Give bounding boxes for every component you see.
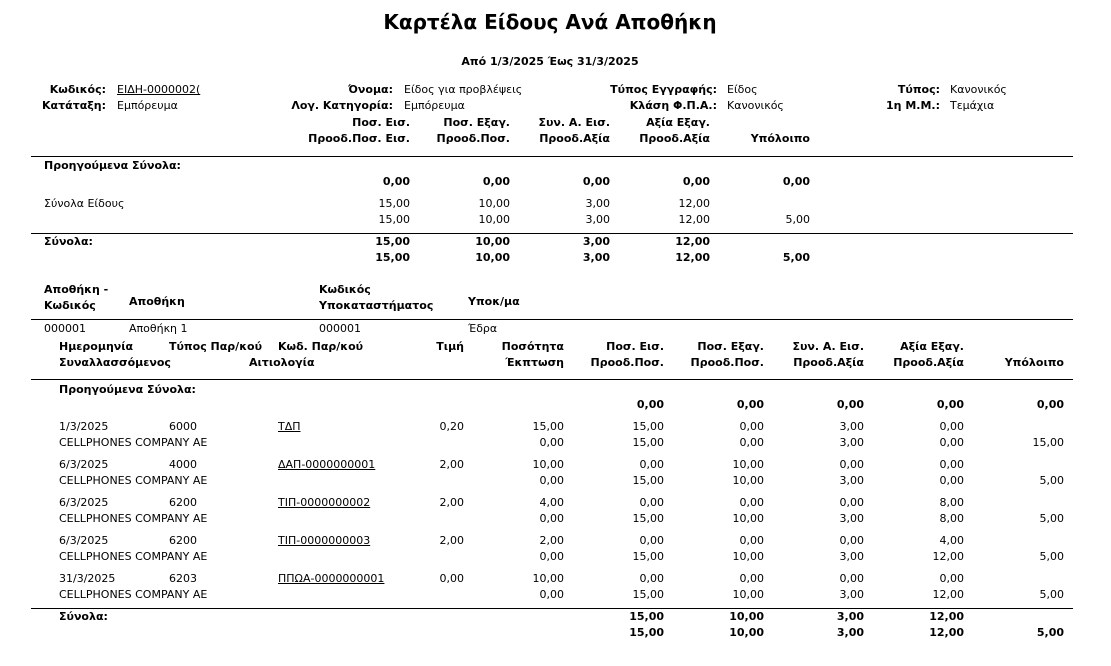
detail-cell: 10,00 (732, 512, 764, 525)
detail-cell: 10,00 (732, 474, 764, 487)
tx-doc-type: 6000 (169, 420, 197, 433)
prev-totals-label: Προηγούμενα Σύνολα: (44, 159, 181, 172)
tx-discount: 0,00 (539, 512, 564, 525)
tx-doc-link[interactable]: ΤΙΠ-0000000002 (278, 496, 371, 509)
wh-name: Αποθήκη 1 (129, 322, 188, 335)
sum-col1-subheader: Προοδ.Ποσ. Εισ. (308, 132, 410, 145)
summary-cell: 15,00 (375, 251, 410, 264)
item-type-label: Τύπος: (897, 83, 940, 96)
tx-partner: CELLPHONES COMPANY AE (59, 550, 208, 563)
summary-cell: 12,00 (678, 213, 710, 226)
det-col5-header: Υπόλοιπο (1004, 356, 1064, 369)
detail-cell: 0,00 (939, 474, 964, 487)
tx-discount: 0,00 (539, 550, 564, 563)
totals-label: Σύνολα: (44, 235, 93, 248)
tx-doc-type: 6203 (169, 572, 197, 585)
detail-cell: 0,00 (636, 398, 664, 411)
tx-discount: 0,00 (539, 436, 564, 449)
summary-cell: 15,00 (375, 235, 410, 248)
item-acc-value: Εμπόρευμα (404, 99, 465, 112)
summary-cell: 10,00 (478, 197, 510, 210)
detail-cell: 3,00 (839, 550, 864, 563)
detail-cell: 3,00 (839, 436, 864, 449)
tx-discount: 0,00 (539, 588, 564, 601)
detail-cell: 0,00 (739, 420, 764, 433)
detail-cell: 3,00 (839, 512, 864, 525)
detail-cell: 15,00 (629, 626, 664, 639)
summary-cell: 0,00 (482, 175, 510, 188)
tx-price: 2,00 (439, 458, 464, 471)
summary-cell: 5,00 (782, 251, 810, 264)
detail-cell: 8,00 (939, 496, 964, 509)
report-title: Καρτέλα Είδους Ανά Αποθήκη (383, 10, 717, 34)
detail-cell: 10,00 (729, 610, 764, 623)
tx-price: 2,00 (439, 534, 464, 547)
branch-code: 000001 (319, 322, 361, 335)
item-class-value: Εμπόρευμα (117, 99, 178, 112)
det-col1-subheader: Προοδ.Ποσ. (590, 356, 664, 369)
tx-partner: CELLPHONES COMPANY AE (59, 588, 208, 601)
item-vat-label: Κλάση Φ.Π.Α.: (629, 99, 717, 112)
tx-date: 31/3/2025 (59, 572, 116, 585)
tx-price: 0,20 (439, 420, 464, 433)
detail-cell: 0,00 (939, 436, 964, 449)
branch-code-subheader: Υποκαταστήματος (319, 299, 434, 312)
summary-cell: 15,00 (378, 197, 410, 210)
sum-col1-header: Ποσ. Εισ. (352, 116, 410, 129)
detail-cell: 0,00 (939, 420, 964, 433)
tx-quantity: 4,00 (539, 496, 564, 509)
tx-quantity: 15,00 (532, 420, 564, 433)
summary-cell: 12,00 (675, 235, 710, 248)
detail-cell: 0,00 (839, 458, 864, 471)
item-vat-value: Κανονικός (727, 99, 784, 112)
detail-cell: 5,00 (1039, 474, 1064, 487)
doc-type-header: Τύπος Παρ/κού (169, 340, 262, 353)
det-col4-header: Αξία Εξαγ. (900, 340, 964, 353)
report-period: Από 1/3/2025 Έως 31/3/2025 (461, 55, 639, 68)
summary-cell: 12,00 (678, 197, 710, 210)
tx-doc-link[interactable]: ΤΔΠ (278, 420, 301, 433)
detail-cell: 15,00 (632, 588, 664, 601)
item-totals-label: Σύνολα Είδους (44, 197, 125, 210)
summary-cell: 0,00 (582, 175, 610, 188)
detail-cell: 0,00 (639, 496, 664, 509)
detail-cell: 4,00 (939, 534, 964, 547)
reason-header: Αιτιολογία (249, 356, 315, 369)
item-mm-value: Τεμάχια (950, 99, 995, 112)
tx-price: 0,00 (439, 572, 464, 585)
sum-col5-header: Υπόλοιπο (750, 132, 810, 145)
discount-header: Ποσότητα (501, 340, 564, 353)
tx-quantity: 10,00 (532, 572, 564, 585)
detail-cell: 12,00 (932, 550, 964, 563)
detail-cell: 3,00 (839, 420, 864, 433)
detail-cell: 5,00 (1036, 626, 1064, 639)
detail-cell: 0,00 (736, 398, 764, 411)
doc-code-header: Κωδ. Παρ/κού (278, 340, 364, 353)
branch-name-header: Υποκ/μα (468, 295, 520, 308)
divider (31, 608, 1073, 609)
tx-partner: CELLPHONES COMPANY AE (59, 436, 208, 449)
item-name-label: Όνομα: (348, 83, 393, 96)
summary-cell: 3,00 (585, 197, 610, 210)
detail-cell: 3,00 (836, 610, 864, 623)
tx-date: 1/3/2025 (59, 420, 109, 433)
divider (31, 156, 1073, 157)
det-col3-subheader: Προοδ.Αξία (793, 356, 864, 369)
price-header: Τιμή (436, 340, 464, 353)
discount-subheader: Έκπτωση (505, 356, 564, 369)
summary-cell: 15,00 (378, 213, 410, 226)
item-mm-label: 1η Μ.Μ.: (886, 99, 940, 112)
summary-cell: 0,00 (682, 175, 710, 188)
tx-date: 6/3/2025 (59, 496, 109, 509)
detail-cell: 0,00 (836, 398, 864, 411)
wh-code-subheader: Κωδικός (44, 299, 96, 312)
sum-col3-subheader: Προοδ.Αξία (539, 132, 610, 145)
wh-name-header: Αποθήκη (129, 295, 185, 308)
detail-cell: 3,00 (836, 626, 864, 639)
detail-cell: 15,00 (632, 550, 664, 563)
item-class-label: Κατάταξη: (42, 99, 106, 112)
tx-quantity: 2,00 (539, 534, 564, 547)
tx-doc-link[interactable]: ΤΙΠ-0000000003 (278, 534, 371, 547)
detail-totals-label: Σύνολα: (59, 610, 108, 623)
detail-cell: 3,00 (839, 588, 864, 601)
summary-cell: 10,00 (475, 251, 510, 264)
summary-cell: 3,00 (582, 235, 610, 248)
summary-cell: 12,00 (675, 251, 710, 264)
divider (31, 319, 1073, 320)
branch-code-header: Κωδικός (319, 283, 371, 296)
detail-cell: 0,00 (639, 458, 664, 471)
date-header: Ημερομηνία (59, 340, 134, 353)
tx-doc-link[interactable]: ΔΑΠ-0000000001 (278, 458, 376, 471)
detail-cell: 0,00 (939, 572, 964, 585)
detail-cell: 5,00 (1039, 588, 1064, 601)
detail-cell: 15,00 (632, 512, 664, 525)
detail-cell: 8,00 (939, 512, 964, 525)
det-col1-header: Ποσ. Εισ. (606, 340, 664, 353)
summary-cell: 3,00 (585, 213, 610, 226)
summary-cell: 0,00 (782, 175, 810, 188)
detail-cell: 0,00 (939, 458, 964, 471)
sum-col3-header: Συν. Α. Εισ. (538, 116, 610, 129)
detail-cell: 10,00 (732, 458, 764, 471)
summary-cell: 5,00 (785, 213, 810, 226)
partner-header: Συναλλασσόμενος (59, 356, 171, 369)
tx-price: 2,00 (439, 496, 464, 509)
detail-cell: 15,00 (632, 420, 664, 433)
detail-cell: 15,00 (1032, 436, 1064, 449)
detail-cell: 0,00 (639, 572, 664, 585)
detail-cell: 15,00 (632, 474, 664, 487)
sum-col2-subheader: Προοδ.Ποσ. (436, 132, 510, 145)
tx-doc-type: 4000 (169, 458, 197, 471)
item-acc-label: Λογ. Κατηγορία: (291, 99, 393, 112)
detail-cell: 0,00 (739, 496, 764, 509)
detail-cell: 0,00 (839, 496, 864, 509)
tx-doc-link[interactable]: ΠΠΩΑ-0000000001 (278, 572, 385, 585)
tx-doc-type: 6200 (169, 496, 197, 509)
detail-cell: 0,00 (739, 572, 764, 585)
detail-prev-label: Προηγούμενα Σύνολα: (59, 383, 196, 396)
detail-cell: 0,00 (639, 534, 664, 547)
item-type-value: Κανονικός (950, 83, 1007, 96)
detail-cell: 15,00 (629, 610, 664, 623)
det-col2-header: Ποσ. Εξαγ. (697, 340, 764, 353)
detail-cell: 15,00 (632, 436, 664, 449)
detail-cell: 0,00 (739, 436, 764, 449)
detail-cell: 12,00 (929, 626, 964, 639)
detail-cell: 5,00 (1039, 550, 1064, 563)
item-name-value: Είδος για προβλέψεις (404, 83, 523, 96)
summary-cell: 10,00 (478, 213, 510, 226)
item-code-link[interactable]: ΕΙΔΗ-0000002( (117, 83, 201, 96)
wh-code-header: Αποθήκη - (44, 283, 109, 296)
summary-cell: 0,00 (382, 175, 410, 188)
summary-cell: 10,00 (475, 235, 510, 248)
detail-cell: 0,00 (1036, 398, 1064, 411)
item-code-label: Κωδικός: (49, 83, 106, 96)
detail-cell: 0,00 (839, 534, 864, 547)
tx-date: 6/3/2025 (59, 458, 109, 471)
branch-name: Έδρα (468, 322, 498, 335)
detail-cell: 0,00 (936, 398, 964, 411)
summary-cell: 3,00 (582, 251, 610, 264)
sum-col2-header: Ποσ. Εξαγ. (443, 116, 510, 129)
divider (31, 233, 1073, 234)
detail-cell: 10,00 (729, 626, 764, 639)
item-rectype-label: Τύπος Εγγραφής: (610, 83, 717, 96)
sum-col4-header: Αξία Εξαγ. (646, 116, 710, 129)
det-col2-subheader: Προοδ.Ποσ. (690, 356, 764, 369)
detail-cell: 5,00 (1039, 512, 1064, 525)
detail-cell: 3,00 (839, 474, 864, 487)
item-rectype-value: Είδος (727, 83, 758, 96)
sum-col4-subheader: Προοδ.Αξία (639, 132, 710, 145)
tx-date: 6/3/2025 (59, 534, 109, 547)
detail-cell: 12,00 (932, 588, 964, 601)
tx-discount: 0,00 (539, 474, 564, 487)
divider (31, 379, 1073, 380)
det-col4-subheader: Προοδ.Αξία (893, 356, 964, 369)
tx-doc-type: 6200 (169, 534, 197, 547)
detail-cell: 10,00 (732, 588, 764, 601)
detail-cell: 10,00 (732, 550, 764, 563)
detail-cell: 0,00 (739, 534, 764, 547)
detail-cell: 0,00 (839, 572, 864, 585)
detail-cell: 12,00 (929, 610, 964, 623)
tx-partner: CELLPHONES COMPANY AE (59, 474, 208, 487)
det-col3-header: Συν. Α. Εισ. (792, 340, 864, 353)
tx-partner: CELLPHONES COMPANY AE (59, 512, 208, 525)
wh-code: 000001 (44, 322, 86, 335)
tx-quantity: 10,00 (532, 458, 564, 471)
